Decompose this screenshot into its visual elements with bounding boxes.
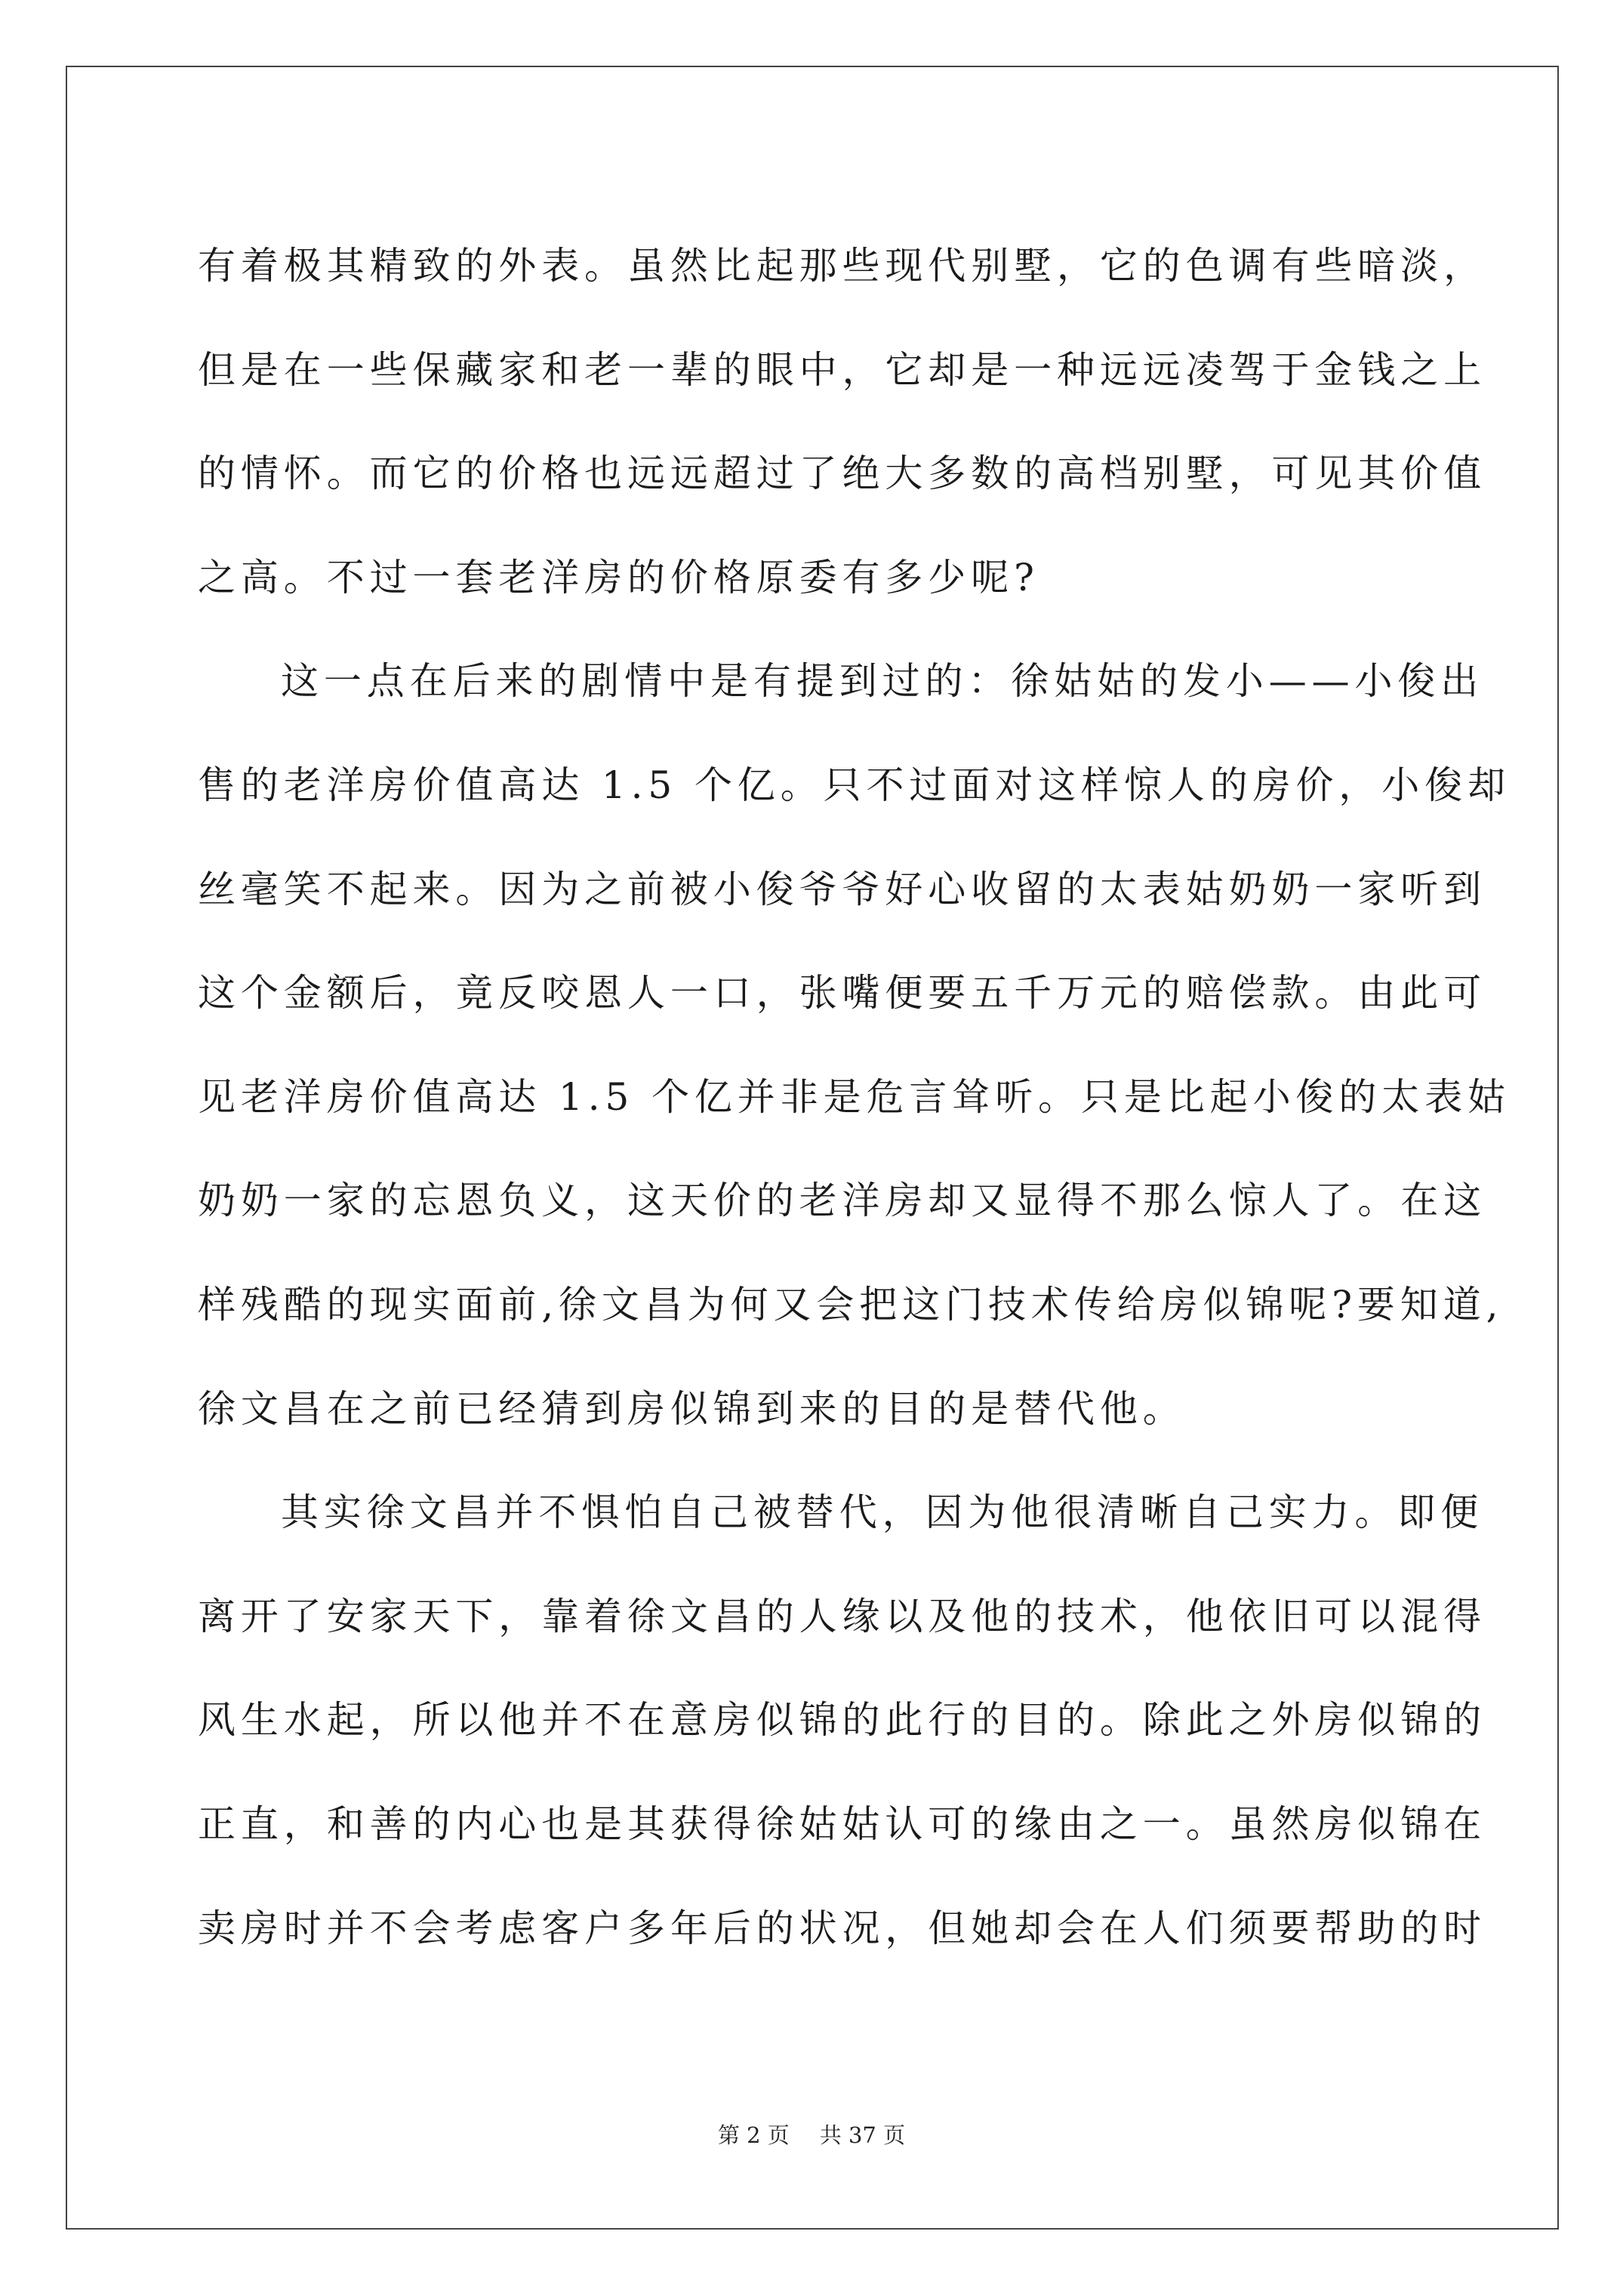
text-line: 正直，和善的内心也是其获得徐姑姑认可的缘由之一。虽然房似锦在: [198, 1801, 1486, 1846]
text-line: 这一点在后来的剧情中是有提到过的：徐姑姑的发小——小俊出: [281, 659, 1484, 704]
text-line: 其实徐文昌并不惧怕自己被替代，因为他很清晰自己实力。即便: [281, 1490, 1484, 1535]
text-line: 样残酷的现实面前,徐文昌为何又会把这门技术传给房似锦呢?要知道,: [198, 1282, 1504, 1327]
text-line: 有着极其精致的外表。虽然比起那些现代别墅，它的色调有些暗淡，: [198, 244, 1486, 288]
text-line: 奶奶一家的忘恩负义，这天价的老洋房却又显得不那么惊人了。在这: [198, 1179, 1486, 1223]
page-number: 第 2 页: [717, 2122, 790, 2148]
text-line: 的情怀。而它的价格也远远超过了绝大多数的高档别墅，可见其价值: [198, 451, 1486, 496]
page-footer: [0, 2120, 1623, 2150]
text-line: 徐文昌在之前已经猜到房似锦到来的目的是替代他。: [198, 1386, 1186, 1431]
text-line: 之高。不过一套老洋房的价格原委有多少呢?: [198, 555, 1039, 599]
text-line: 售的老洋房价值高达 1.5 个亿。只不过面对这样惊人的房价，小俊却: [198, 763, 1511, 807]
text-line: 卖房时并不会考虑客户多年后的状况，但她却会在人们须要帮助的时: [198, 1906, 1486, 1950]
text-line: 见老洋房价值高达 1.5 个亿并非是危言耸听。只是比起小俊的太表姑: [198, 1074, 1511, 1119]
text-line: 丝毫笑不起来。因为之前被小俊爷爷好心收留的太表姑奶奶一家听到: [198, 867, 1486, 911]
document-body: [198, 214, 1511, 1980]
text-line: 风生水起，所以他并不在意房似锦的此行的目的。除此之外房似锦的: [198, 1698, 1486, 1743]
page-total: 共 37 页: [819, 2122, 906, 2148]
text-line: 但是在一些保藏家和老一辈的眼中，它却是一种远远凌驾于金钱之上: [198, 347, 1486, 392]
text-line: 这个金额后，竟反咬恩人一口，张嘴便要五千万元的赔偿款。由此可: [198, 971, 1486, 1015]
text-line: 离开了安家天下，靠着徐文昌的人缘以及他的技术，他依旧可以混得: [198, 1594, 1486, 1638]
